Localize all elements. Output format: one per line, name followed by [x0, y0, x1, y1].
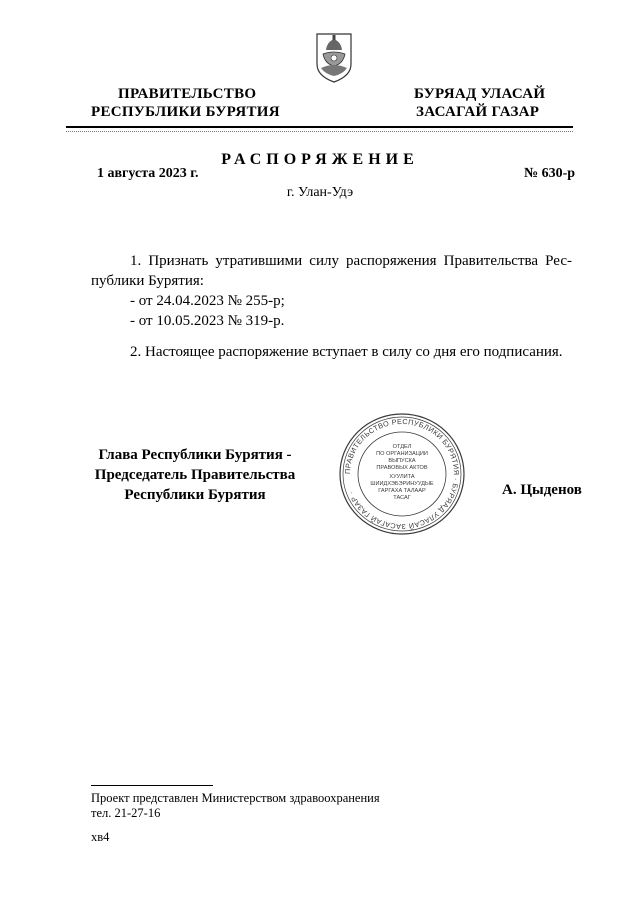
- footer-divider: [91, 785, 213, 786]
- signatory-name: А. Цыденов: [502, 482, 582, 498]
- signatory-title-line: Председатель Правительства: [94, 467, 296, 483]
- coat-of-arms-icon: [315, 30, 353, 84]
- org-name-bua-line1: БУРЯАД УЛАСАЙ: [414, 86, 546, 102]
- seal-ring-text: ПРАВИТЕЛЬСТВО РЕСПУБЛИКИ БУРЯТИЯ · БУРЯАД УЛАСАЙ ЗАСАГАЙ ГАЗАР ·: [342, 416, 462, 532]
- document-title: РАСПОРЯЖЕНИЕ: [221, 151, 419, 168]
- paragraph-2: 2. Настоящее распоряжение вступает в силу со дня его подписания.: [130, 344, 563, 360]
- org-name-ru-line1: ПРАВИТЕЛЬСТВО: [118, 86, 257, 102]
- footer-code: хв4: [91, 830, 110, 844]
- seal-center-line: ПРАВОВЫХ АКТОВ: [376, 465, 428, 471]
- seal-center-line: ХУУЛИТА: [389, 474, 415, 480]
- seal-center-line: ПО ОРГАНИЗАЦИИ: [376, 451, 428, 457]
- seal-center-line: ОТДЕЛ: [392, 444, 412, 450]
- header-divider: [66, 126, 573, 128]
- document-number: № 630-р: [524, 166, 576, 181]
- document-date: 1 августа 2023 г.: [97, 166, 199, 181]
- document-city: г. Улан-Удэ: [286, 185, 354, 200]
- seal-center-line: ШИИДХЭБЭРИНУУДЫЕ: [370, 481, 434, 487]
- seal-center-line: ТАСАГ: [393, 495, 411, 501]
- footer-project-note: Проект представлен Министерством здравоохранения: [91, 791, 380, 805]
- signatory-title-line: Республики Бурятия: [124, 487, 266, 503]
- paragraph-1-line-2: публики Бурятия:: [91, 273, 204, 289]
- seal-center-line: ВЫПУСКА: [388, 458, 416, 464]
- list-item: - от 24.04.2023 № 255-р;: [130, 293, 285, 309]
- paragraph-1-line-1: 1. Признать утратившими силу распоряжения Правительства Рес-: [130, 253, 572, 269]
- list-item: - от 10.05.2023 № 319-р.: [130, 313, 285, 329]
- org-name-bua-line2: ЗАСАГАЙ ГАЗАР: [416, 104, 540, 120]
- footer-phone: тел. 21-27-16: [91, 806, 161, 820]
- signatory-title-line: Глава Республики Бурятия -: [98, 447, 292, 463]
- header-dotted-divider: [66, 131, 573, 132]
- signatory-title: [80, 445, 310, 505]
- seal-center-line: ГАРГАХА ТАЛААР: [378, 488, 426, 494]
- org-name-ru-line2: РЕСПУБЛИКИ БУРЯТИЯ: [91, 104, 280, 120]
- official-seal-icon: [338, 412, 466, 536]
